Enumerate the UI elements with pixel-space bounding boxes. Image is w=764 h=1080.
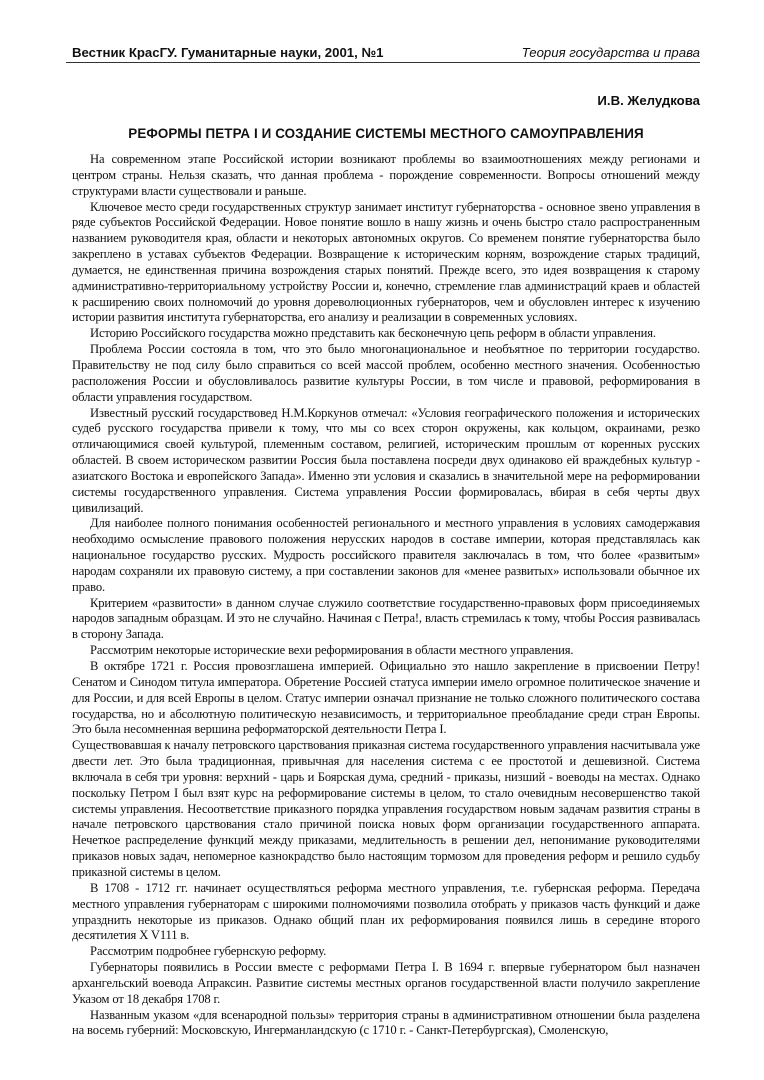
paragraph: Рассмотрим подробнее губернскую реформу. (90, 944, 327, 959)
running-head (66, 44, 700, 63)
paragraph: В 1708 - 1712 гг. начинает осуществляться реформа местного управления, т.е. губернская реформа. Передача местного управления губернаторам с широкими полномочиями позволила отобрать у приказов часть функций и даже упразднить некоторые из приказов. Однако общий план их реформирования появился лишь в середине второго десятилетия X V111 в. (72, 880, 700, 943)
author-name: И.В. Желудкова (597, 93, 700, 108)
paragraph: Критерием «развитости» в данном случае служило соответствие государственно-правовых форм присоединяемых народов западным образцам. И это не случайно. Начиная с Петра!, власть стремилась к тому, чтобы Россия развивалась в сторону Запада. (72, 595, 700, 642)
article-title: РЕФОРМЫ ПЕТРА I И СОЗДАНИЕ СИСТЕМЫ МЕСТНОГО САМОУПРАВЛЕНИЯ (128, 126, 644, 141)
paragraph: Проблема России состояла в том, что это было многонациональное и необъятное по территории государство. Правительству не под силу было справиться со всей массой проблем, особенно местного значения. Особенностью расположения России и обусловливалось развитие культуры России, в том числе и правовой, реформирования в области управления государством. (72, 342, 700, 404)
paragraph: Ключевое место среди государственных структур занимает институт губернаторства - основное звено управления в ряде субъектов Российской Федерации. Новое понятие вошло в нашу жизнь и очень быстро стало распространенным названием руководителя края, области и некоторых автономных округов. Со временем понятие губернаторства было закреплено в уставах субъектов Федерации. Возвращение к историческим корням, возрождение старых традиций, думается, не единственная причина возрождения старых понятий. Прежде всего, это идея возвращения к старому административно-территориальному устройству России и, конечно, стремление глав администраций краев и областей к расширению своих полномочий до уровня дореволюционных губернаторов, чем и обусловлен интерес к изучению истории развития института губернаторства, его анализу и реализации в современных условиях. (72, 199, 700, 325)
paragraph: Известный русский государствовед Н.М.Коркунов отмечал: «Условия географического положения и исторических судеб русского государства привели к тому, что мы со всех сторон окружены, как кольцом, окраинами, резко отличающимися своей культурой, племенным составом, религией, историческим прошлым от коренных русских областей. В своем историческом развитии Россия была поставлена посреди двух одинаково ей враждебных культур - азиатского Востока и европейского Запада». Именно эти условия и сказались в значительной мере на реформировании системы государственного управления. Система управления России формировалась, вбирая в себя черты двух цивилизаций. (72, 405, 700, 515)
paragraph: Рассмотрим некоторые исторические вехи реформирования в области местного управления. (90, 643, 574, 658)
paragraph: Историю Российского государства можно представить как бесконечную цепь реформ в области управления. (90, 326, 656, 341)
paragraph: Названным указом «для всенародной пользы» территория страны в административном отношении была разделена на восемь губерний: Московскую, Ингерманландскую (с 1710 г. - Санкт-Петербургская), Смоленскую, (72, 1007, 700, 1038)
paragraph: Для наиболее полного понимания особенностей регионального и местного управления в условиях самодержавия необходимо осмысление правового положения нерусских народов в составе империи, которая представлялась как национальное государство русских. Мудрость российского правителя заключалась в том, что более «развитым» народам сохраняли их правовую систему, а при составлении законов для «менее развитых» использовали обычное их право. (72, 516, 700, 594)
article-body (72, 152, 700, 1039)
paragraph: В октябре 1721 г. Россия провозглашена империей. Официально это нашло закрепление в присвоении Петру! Сенатом и Синодом титула императора. Обретение Россией статуса империи имело огромное политическое значение и для России, и для всей Европы в целом. Статус империи означал признание не только сложного политического состава государства, но и абсолютную политическую независимость, и территориальное преобладание среди стран Европы. Это была несомненная вершина реформаторской деятельности Петра I. (72, 659, 700, 737)
section-title: Теория государства и права (521, 45, 700, 60)
paragraph: Губернаторы появились в России вместе с реформами Петра I. В 1694 г. впервые губернатором был назначен архангельский воевода Апраксин. Развитие системы местных органов государственной власти получило закрепление Указом от 18 декабря 1708 г. (72, 960, 700, 1006)
paragraph: Существовавшая к началу петровского царствования приказная система государственного управления насчитывала уже двести лет. Это была традиционная, привычная для населения система с ее простотой и дешевизной. Система включала в себя три уровня: верхний - царь и Боярская дума, средний - приказы, низший - воеводы на местах. Однако поскольку Петром I был взят курс на реформирование системы в целом, то стало очевидным несовершенство такой системы управления. Несоответствие приказного порядка управления государством новым задачам развития страны в начале петровского царствования стало причиной поиска новых форм организации государственного аппарата. Нечеткое распределение функций между приказами, медлительность в решении дел, непонимание руководителями приказов новых задач, непомерное казнокрадство было настоящим тормозом для проведения реформ и решило судьбу приказной системы в целом. (72, 738, 700, 879)
paragraph: На современном этапе Российской истории возникают проблемы во взаимоотношениях между регионами и центром страны. Нельзя сказать, что данная проблема - порождение современности. Вопросы отношений между структурами власти существовали и раньше. (72, 152, 700, 198)
journal-title: Вестник КрасГУ. Гуманитарные науки, 2001, №1 (72, 45, 384, 60)
